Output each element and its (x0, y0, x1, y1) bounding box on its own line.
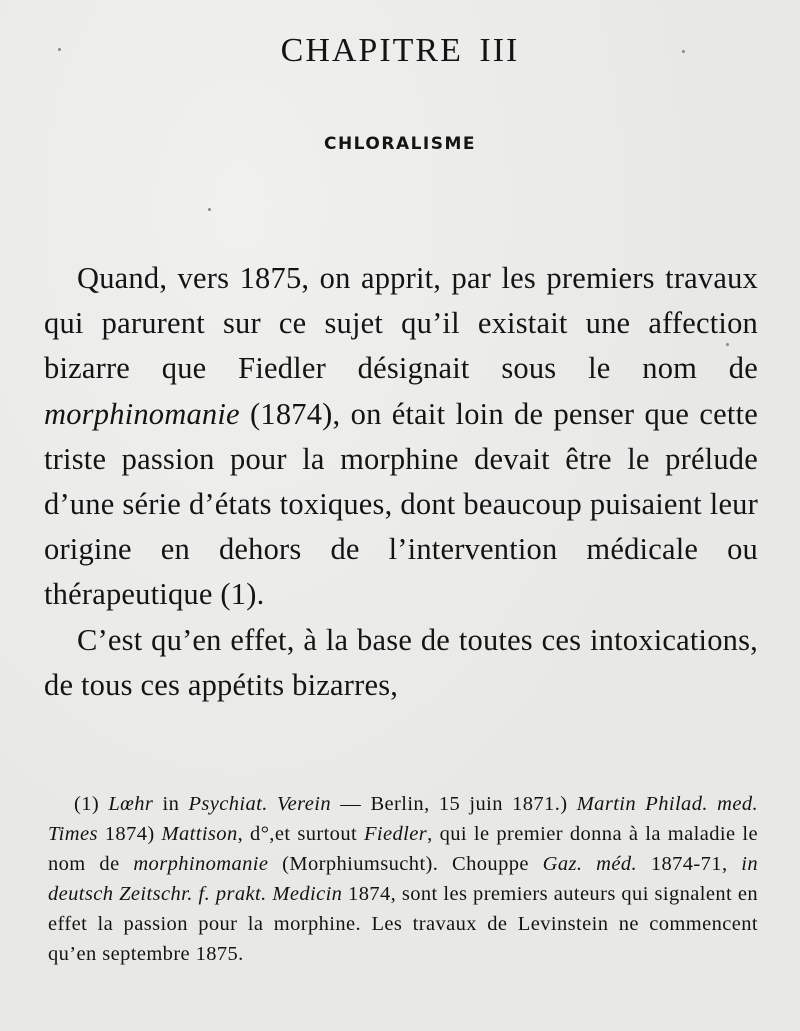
paragraph-2: C’est qu’en effet, à la base de toutes ces intoxications, de tous ces appétits bizarres, (44, 622, 758, 702)
footnote-text: (Morphiumsucht). Chouppe (268, 853, 543, 875)
footnote-text: — Berlin, 15 juin 1871.) (331, 793, 577, 815)
footnote-journal: Martin Philad. med. Times (48, 793, 758, 845)
footnote-journal: Psychiat. Verein (188, 793, 332, 815)
footnote-paragraph (48, 789, 758, 969)
footnote-journal: Gaz. méd. (542, 853, 638, 875)
footnote-text: in (153, 793, 189, 815)
paragraph-1-text-b: (1874), on était loin de penser que cette triste passion pour la morphine devait être le prélude d’une série d’états toxiques, dont beaucoup puisaient leur origine en dehors de l’intervention médicale ou thérapeutique (1). (44, 396, 758, 612)
footnote-author-fiedler: Fiedler (364, 823, 428, 845)
footnote-text: , qui le premier donna à la maladie le nom de (48, 823, 758, 875)
paragraph-1 (44, 256, 758, 618)
footnote-text: , d°,et surtout (237, 823, 364, 845)
footnote-italic-term: morphinomanie (133, 853, 269, 875)
footnote-author-loehr: Lœhr (108, 793, 154, 815)
footnote-text: 1874) (97, 823, 162, 845)
main-text (44, 256, 758, 708)
footnote-journal: in deutsch Zeitschr. f. prakt. Medicin (48, 853, 758, 905)
footnote (48, 789, 758, 969)
footnote-author-mattison: Mattison (161, 823, 238, 845)
section-title: CHLORALISME (323, 134, 477, 154)
paper-speck (208, 208, 211, 211)
footnote-text: 1874, sont les premiers auteurs qui signalent en effet la passion pour la morphine. Les travaux de Levinstein ne commencent qu’en septembre 1875. (48, 883, 758, 965)
paragraph-1-italic-term: morphinomanie (44, 396, 240, 431)
chapter-heading: CHAPITRE III (280, 32, 520, 69)
footnote-marker: (1) (74, 793, 109, 815)
footnote-text: 1874-71, (637, 853, 742, 875)
paragraph-1-text-a: Quand, vers 1875, on apprit, par les premiers travaux qui parurent sur ce sujet qu’il existait une affection bizarre que Fiedler désignait sous le nom de (44, 261, 758, 386)
